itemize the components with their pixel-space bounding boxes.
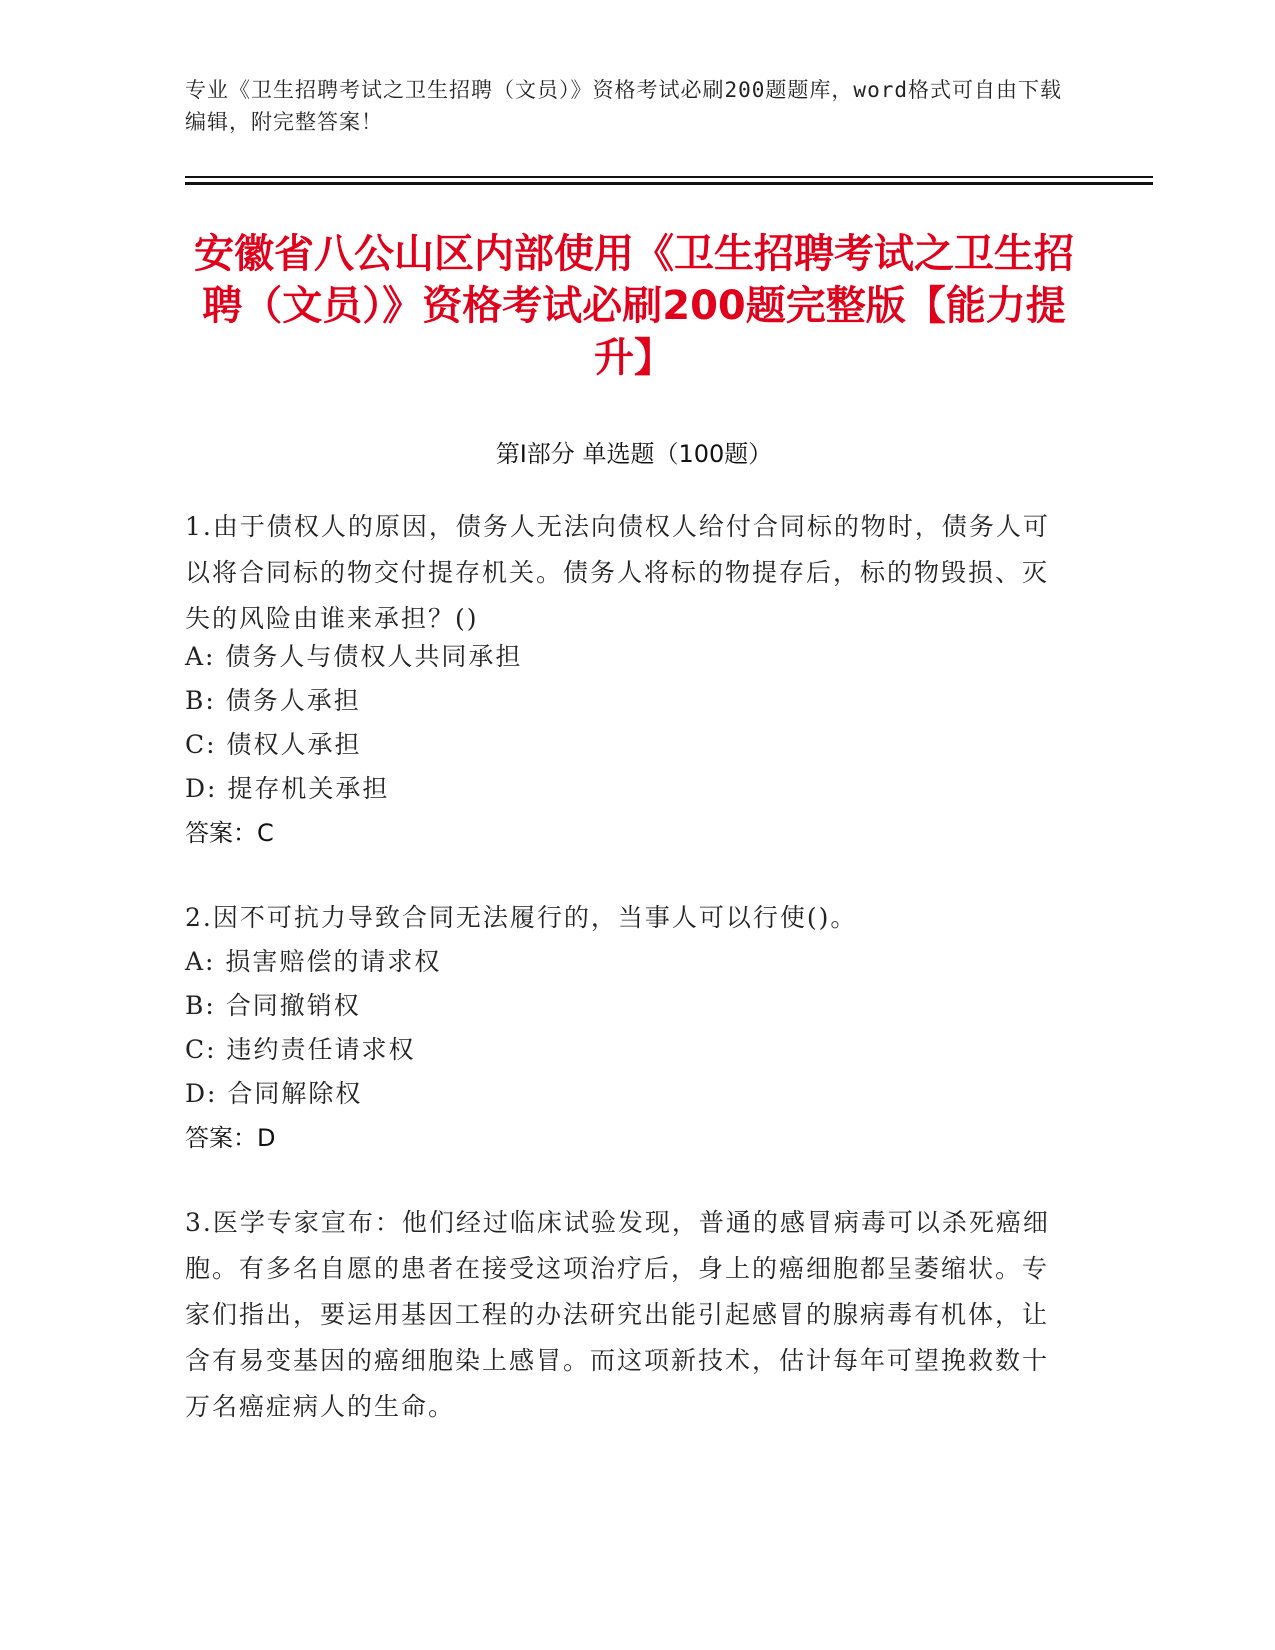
question-2-option-c: C: 违约责任请求权: [185, 1035, 416, 1064]
question-2-option-b: B: 合同撤销权: [185, 991, 361, 1020]
question-1-answer: 答案：C: [185, 819, 274, 847]
question-1-option-d: D: 提存机关承担: [185, 774, 390, 803]
question-1-option-a: A: 债务人与债权人共同承担: [185, 642, 523, 671]
question-2-text: 2.因不可抗力导致合同无法履行的，当事人可以行使()。: [185, 903, 858, 932]
header-note: 专业《卫生招聘考试之卫生招聘（文员）》资格考试必刷200题题库，word格式可自由下载编辑，附完整答案！: [185, 78, 1062, 134]
question-1-text: 1.由于债权人的原因，债务人无法向债权人给付合同标的物时，债务人可以将合同标的物交付提存机关。债务人将标的物提存后，标的物毁损、灭失的风险由谁来承担？(): [185, 512, 1050, 633]
question-3-text: 3.医学专家宣布：他们经过临床试验发现，普通的感冒病毒可以杀死癌细胞。有多名自愿的患者在接受这项治疗后，身上的癌细胞都呈萎缩状。专家们指出，要运用基因工程的办法研究出能引起感冒的腺病毒有机体，让含有易变基因的癌细胞染上感冒。而这项新技术，估计每年可望挽救数十万名癌症病人的生命。: [185, 1208, 1050, 1421]
question-2-option-d: D: 合同解除权: [185, 1079, 363, 1108]
header-divider-thick: [185, 182, 1153, 185]
document-title: 安徽省八公山区内部使用《卫生招聘考试之卫生招聘（文员）》资格考试必刷200题完整版【能力提升】: [194, 231, 1074, 381]
question-1-option-b: B: 债务人承担: [185, 686, 361, 715]
question-2-answer: 答案：D: [185, 1124, 276, 1152]
question-1-option-c: C: 债权人承担: [185, 730, 362, 759]
header-divider-thin: [185, 176, 1153, 178]
section-heading: 第Ⅰ部分 单选题（100题）: [495, 440, 773, 468]
question-2-option-a: A: 损害赔偿的请求权: [185, 947, 442, 976]
